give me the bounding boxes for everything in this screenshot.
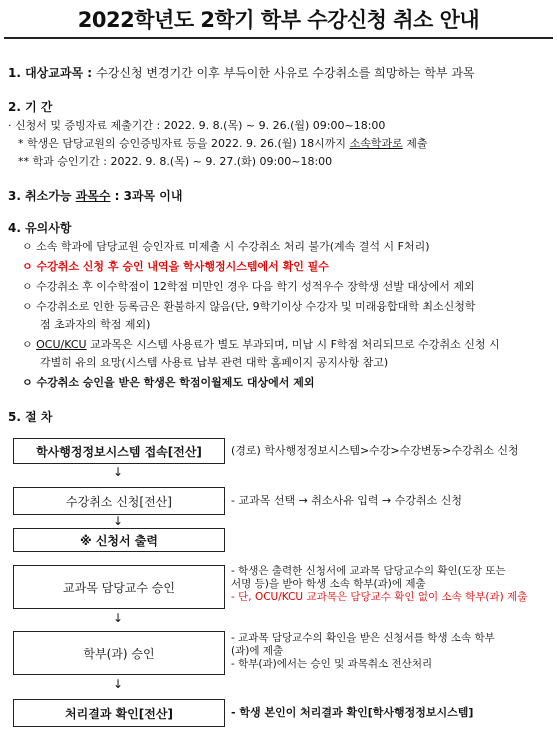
step-note-line: - 학생은 출력한 신청서에 교과목 담당교수의 확인(도장 또는: [231, 565, 506, 577]
page-title: 2022학년도 2학기 학부 수강신청 취소 안내: [77, 8, 480, 32]
section-3-label: 3. 취소가능: [8, 189, 76, 203]
flow-arrow: ↓: [112, 465, 124, 479]
step-box-professor-approval: 교과목 담당교수 승인: [13, 565, 225, 609]
period-approval: ** 학과 승인기간 : 2022. 9. 8.(목) ~ 9. 27.(화) 09:00~18:00: [18, 155, 333, 168]
step-note-line: (경로) 학사행정정보시스템>수강>수강변동>수강취소 신청: [231, 444, 519, 457]
notice-bullet: ㅇ: [22, 338, 37, 351]
step-note: [231, 494, 462, 507]
notice-ocu-kcu: OCU/KCU: [36, 338, 87, 351]
notice-item-continued: 각별히 유의 요망(시스템 사용료 납부 관련 대학 홈페이지 공지사항 참고): [40, 356, 389, 369]
period-submission: · 신청서 및 증빙자료 제출기간 : 2022. 9. 8.(목) ~ 9. 26.(월) 09:00~18:00: [8, 119, 386, 132]
step-box-access-system: 학사행정정보시스템 접속[전산]: [13, 438, 225, 464]
notice-item-ocu: [22, 336, 500, 352]
section-5-label: 5. 절 차: [8, 410, 53, 424]
step-note-line: - 교과목 선택 → 취소사유 입력 → 수강취소 신청: [231, 494, 463, 507]
step-note-line: - 학부(과)에서는 승인 및 과목취소 전산처리: [231, 658, 433, 670]
flow-arrow: ↓: [112, 677, 124, 691]
step-note-line-important: - 단, OCU/KCU 교과목은 담당교수 확인 없이 소속 학부(과) 제출: [231, 591, 528, 603]
step-note: [231, 632, 495, 671]
step-note-line: - 학생 본인이 처리결과 확인[학사행정정보시스템]: [231, 706, 474, 719]
section-1-text: 수강신청 변경기간 이후 부득이한 사유로 수강취소를 희망하는 학부 과목: [96, 66, 475, 80]
step-note: [231, 706, 473, 719]
notice-item: ㅇ 소속 학과에 담당교원 승인자료 미제출 시 수강취소 처리 불가(계속 결석 시 F처리): [22, 240, 430, 253]
step-note: [231, 565, 527, 604]
step-box-department-approval: 학부(과) 승인: [13, 631, 225, 675]
section-1-label: 1. 대상교과목 :: [8, 66, 93, 80]
step-note-line: - 교과목 담당교수의 확인을 받은 신청서를 학생 소속 학부: [231, 632, 495, 644]
step-note-line: 서명 등)을 받아 학생 소속 학부(과)에 제출: [231, 578, 426, 590]
period-note-text: * 학생은 담당교원의 승인증빙자료 등을 2022. 9. 26.(월) 18시까지: [18, 137, 350, 150]
period-note: [18, 135, 427, 151]
period-note-underlined: 소속학과로: [349, 137, 403, 150]
step-note-line: (과)에 제출: [231, 645, 284, 657]
title-divider: [4, 37, 553, 39]
step-box-print-form: ※ 신청서 출력: [13, 528, 225, 552]
section-1: [8, 64, 475, 81]
notice-item: ㅇ 수강취소 후 이수학점이 12학점 미만인 경우 다음 학기 성적우수 장학생 선발 대상에서 제외: [22, 280, 475, 293]
step-note: [231, 444, 519, 457]
notice-item-important: ㅇ 수강취소 신청 후 승인 내역을 학사행정시스템에서 확인 필수: [22, 260, 329, 273]
notice-ocu-text: 교과목은 시스템 사용료가 별도 부과되며, 미납 시 F학점 처리되므로 수강취소 신청 시: [86, 338, 500, 351]
step-box-cancel-request: 수강취소 신청[전산]: [13, 487, 225, 515]
step-box-check-result: 처리결과 확인[전산]: [13, 699, 225, 727]
section-3-underlined: 과목수: [75, 189, 111, 203]
section-2-label: 2. 기 간: [8, 100, 53, 114]
notice-item-continued: 점 초과자의 학점 제외): [40, 318, 151, 331]
flow-arrow: ↓: [112, 514, 124, 528]
notice-item: ㅇ 수강취소로 인한 등록금은 환불하지 않음(단, 9학기이상 수강자 및 미래융합대학 최소신청학: [22, 300, 476, 313]
section-3: [8, 187, 182, 204]
notice-item: ㅇ 수강취소 승인을 받은 학생은 학점이월제도 대상에서 제외: [22, 376, 315, 389]
section-4-label: 4. 유의사항: [8, 221, 72, 235]
flow-arrow: ↓: [112, 611, 124, 625]
section-3-value: : 3과목 이내: [110, 189, 183, 203]
period-note-end: 제출: [402, 137, 428, 150]
